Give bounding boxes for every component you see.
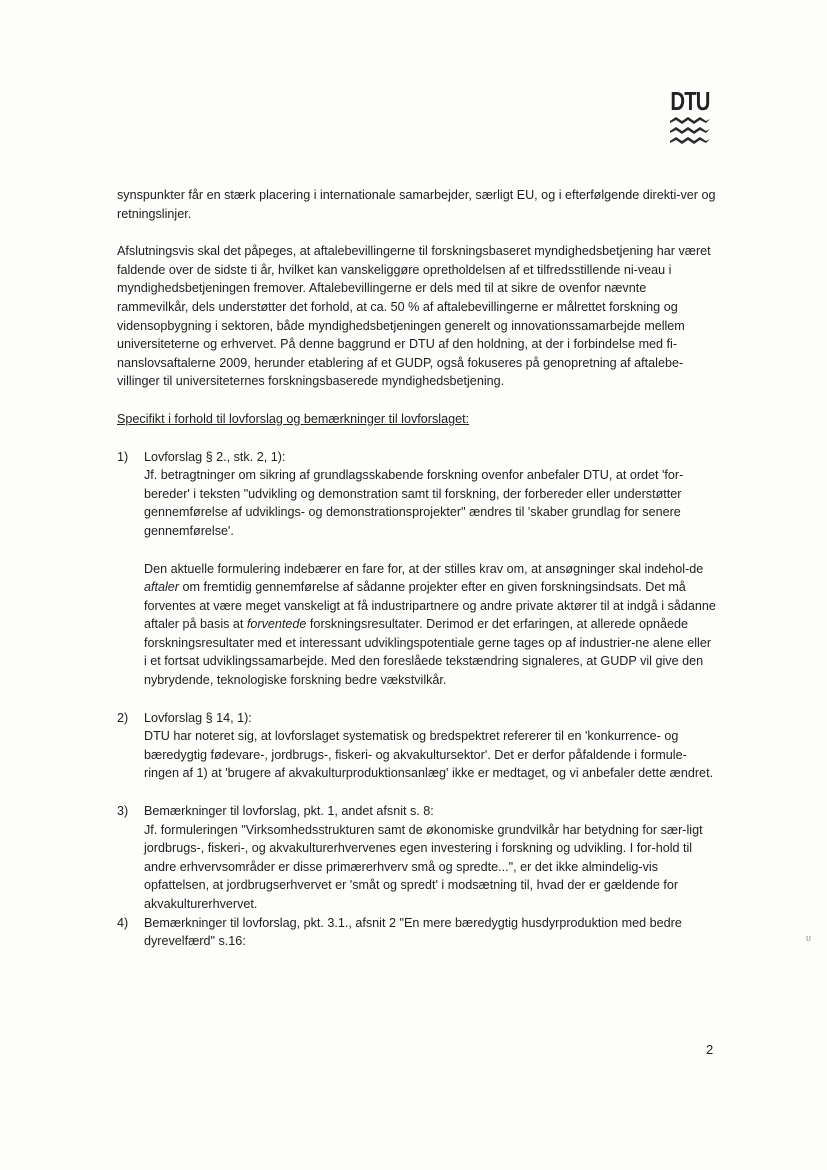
list-item-body: Jf. formuleringen "Virksomhedsstrukturen samt de økonomiske grundvilkår har betydning for sær-ligt jordbrugs-, fiskeri-, og akvakulturerhvervenes egen investering i forskning og udvikling. I for-hold til andre erhvervsområder er disse primærerhverv små og spredte...", er det ikke almindelig-vis opfattelsen, at jordbrugserhvervet er 'småt og spredt' i modsætning til, hvad der er gældende for akvakulturerhvervet. xyxy=(144,822,703,911)
section-heading: Specifikt i forhold til lovforslag og bemærkninger til lovforslaget: xyxy=(117,411,470,426)
list-number: 2) xyxy=(117,710,129,725)
list-item-title: Lovforslag § 2., stk. 2, 1): xyxy=(144,449,286,464)
emphasis-aftaler: aftaler xyxy=(144,580,180,595)
paragraph-continuation: synspunkter får en stærk placering i internationale samarbejder, særligt EU, og i efterfølgende direkti-ver og retningslinjer. xyxy=(117,188,716,221)
logo-text: DTU xyxy=(670,86,710,116)
list-item-title: Lovforslag § 14, 1): xyxy=(144,710,252,725)
list-number: 4) xyxy=(117,915,129,930)
page-number: 2 xyxy=(706,1042,714,1057)
list-item-2 xyxy=(117,709,717,783)
list-item-1 xyxy=(117,448,717,690)
dtu-logo xyxy=(664,88,716,146)
list-item-title: Bemærkninger til lovforslag, pkt. 1, andet afsnit s. 8: xyxy=(144,804,434,819)
paragraph-conclusion: Afslutningsvis skal det påpeges, at aftalebevillingerne til forskningsbaseret myndighedsbetjening har været faldende over de sidste ti år, hvilket kan vanskeliggøre opretholdelsen af et tilfredsstillende ni-veau i myndighedsbetjeningen fremover. Aftalebevillingerne er dels med til at sikre de ovenfor nævnte rammevilkår, dels understøtter det forhold, at ca. 50 % af aftalebevillingerne er målrettet forskning og vidensopbygning i sektoren, både myndighedsbetjeningen generelt og innovationssamarbejde mellem universiteterne og erhvervet. På denne baggrund er DTU af den holdning, at der i forbindelse med fi-nanslovsaftalerne 2009, herunder etablering af et GUDP, også fokuseres på genopretning af aftalebe-villinger til universiteternes forskningsbaserede myndighedsbetjening. xyxy=(117,244,711,389)
list-item-4 xyxy=(117,914,717,951)
list-item-body-2: Den aktuelle formulering indebærer en fare for, at der stilles krav om, at ansøgninger skal indehol-de aftaler om fremtidig gennemførelse af sådanne projekter efter en given forskningsindsats. Det må forventes at være meget vanskeligt at få industripartnere og andre private aktører til at indgå i sådanne aftaler på basis at forventede forskningsresultater. Derimod er det erfaringen, at allerede opnåede forskningsresultater med et interessant udviklingspotentiale gerne tages op af industrier-ne alene eller i et fortsat udviklingssamarbejde. Med den foreslåede tekstændring signaleres, at GUDP vil give den nybrydende, teknologiske forskning bedre vækstvilkår. xyxy=(144,561,716,688)
list-number: 1) xyxy=(117,449,129,464)
body-text xyxy=(117,186,717,951)
list-item-3 xyxy=(117,802,717,914)
list-item-body: Jf. betragtninger om sikring af grundlagsskabende forskning ovenfor anbefaler DTU, at ordet 'for-bereder' i teksten "udvikling og demonstration samt til forskning, der forbereder eller understøtter gennemførelse af udviklings- og demonstrationsprojekter" ændres til 'skaber grundlag for senere gennemførelse'. xyxy=(144,468,684,538)
logo-waves-icon xyxy=(668,116,712,146)
emphasis-forventede: forventede xyxy=(246,617,307,632)
list-item-body: DTU har noteret sig, at lovforslaget systematisk og bredspektret refererer til en 'konkurrence- og bæredygtig fødevare-, jordbrugs-, fiskeri- og akvakultursektor'. Det er derfor påfaldende i formule-ringen af 1) at 'brugere af akvakulturproduktionsanlæg' ikke er medtaget, og vi anbefaler dette ændret. xyxy=(144,729,714,781)
list-number: 3) xyxy=(117,804,129,819)
list-item-title: Bemærkninger til lovforslag, pkt. 3.1., afsnit 2 "En mere bæredygtig husdyrproduktion med bedre dyrevelfærd" s.16: xyxy=(144,915,682,949)
margin-mark: ប xyxy=(806,934,812,943)
